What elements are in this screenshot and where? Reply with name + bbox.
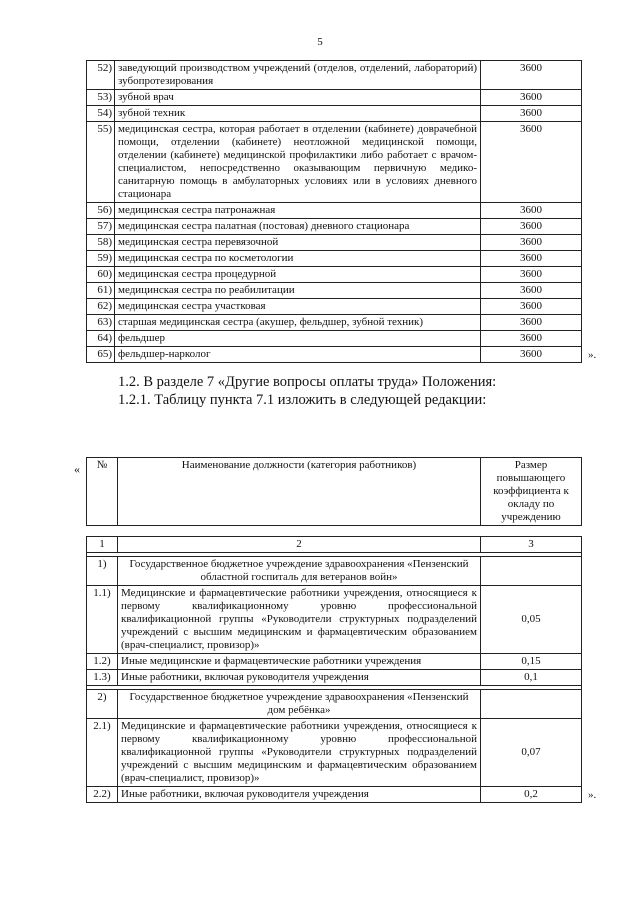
position-amount: 3600 bbox=[481, 122, 582, 203]
table-row bbox=[87, 235, 582, 251]
table-row bbox=[87, 122, 582, 203]
category-name: Медицинские и фармацевтические работники учреждения, относящиеся к первому квалификационному уровню профессиональной квалификационной группы «Руководители структурных подразделений учреждений с высшим медицинским и фармацевтическим образованием (врач-специалист, провизор)» bbox=[118, 719, 481, 787]
row-number: 60) bbox=[87, 267, 115, 283]
position-amount: 3600 bbox=[481, 235, 582, 251]
row-number: 54) bbox=[87, 106, 115, 122]
table-row bbox=[87, 203, 582, 219]
coefficient-value: 0,1 bbox=[481, 670, 582, 686]
position-name: медицинская сестра патронажная bbox=[115, 203, 481, 219]
column-number-row bbox=[87, 537, 582, 553]
col-number-3: 3 bbox=[481, 537, 582, 553]
position-name: медицинская сестра по реабилитации bbox=[115, 283, 481, 299]
row-number: 1) bbox=[87, 557, 118, 586]
position-amount: 3600 bbox=[481, 283, 582, 299]
institution-name: Государственное бюджетное учреждение здравоохранения «Пензенский областной госпиталь для ветеранов войн» bbox=[118, 557, 481, 586]
coefficient-table bbox=[86, 536, 582, 803]
row-number: 1.2) bbox=[87, 654, 118, 670]
row-number: 2.2) bbox=[87, 787, 118, 803]
table2-open-quote: « bbox=[74, 462, 80, 476]
table-row bbox=[87, 106, 582, 122]
category-name: Медицинские и фармацевтические работники учреждения, относящиеся к первому квалификационному уровню профессиональной квалификационной группы «Руководители структурных подразделений учреждений с высшим медицинским и фармацевтическим образованием (врач-специалист, провизор)» bbox=[118, 586, 481, 654]
coefficient-table-header bbox=[86, 457, 582, 526]
section-row bbox=[87, 690, 582, 719]
table-row bbox=[87, 315, 582, 331]
row-number: 56) bbox=[87, 203, 115, 219]
row-number: 61) bbox=[87, 283, 115, 299]
position-name: заведующий производством учреждений (отделов, отделений, лабораторий) зубопротезирования bbox=[115, 61, 481, 90]
row-number: 52) bbox=[87, 61, 115, 90]
category-name: Иные работники, включая руководителя учреждения bbox=[118, 787, 481, 803]
paragraph-1-2: 1.2. В разделе 7 «Другие вопросы оплаты труда» Положения: bbox=[118, 374, 497, 390]
row-number: 57) bbox=[87, 219, 115, 235]
coefficient-value: 0,05 bbox=[481, 586, 582, 654]
coefficient-value: 0,2 bbox=[481, 787, 582, 803]
position-name: медицинская сестра по косметологии bbox=[115, 251, 481, 267]
row-number: 59) bbox=[87, 251, 115, 267]
row-number: 2.1) bbox=[87, 719, 118, 787]
row-number: 1.1) bbox=[87, 586, 118, 654]
col-number-2: 2 bbox=[118, 537, 481, 553]
row-number: 62) bbox=[87, 299, 115, 315]
page-number: 5 bbox=[317, 36, 323, 48]
position-name: зубной врач bbox=[115, 90, 481, 106]
row-number: 58) bbox=[87, 235, 115, 251]
positions-table bbox=[86, 60, 582, 363]
table-row bbox=[87, 90, 582, 106]
position-amount: 3600 bbox=[481, 203, 582, 219]
table-row bbox=[87, 719, 582, 787]
header-num: № bbox=[87, 458, 118, 526]
table-row bbox=[87, 299, 582, 315]
position-amount: 3600 bbox=[481, 347, 582, 363]
position-name: медицинская сестра перевязочной bbox=[115, 235, 481, 251]
table-row bbox=[87, 331, 582, 347]
row-number: 2) bbox=[87, 690, 118, 719]
coefficient-value bbox=[481, 557, 582, 586]
row-number: 64) bbox=[87, 331, 115, 347]
position-amount: 3600 bbox=[481, 267, 582, 283]
position-amount: 3600 bbox=[481, 315, 582, 331]
row-number: 1.3) bbox=[87, 670, 118, 686]
position-name: зубной техник bbox=[115, 106, 481, 122]
position-amount: 3600 bbox=[481, 106, 582, 122]
position-name: фельдшер bbox=[115, 331, 481, 347]
table-row bbox=[87, 267, 582, 283]
table-row bbox=[87, 347, 582, 363]
table-row bbox=[87, 787, 582, 803]
row-number: 53) bbox=[87, 90, 115, 106]
header-name: Наименование должности (категория работников) bbox=[118, 458, 481, 526]
position-name: медицинская сестра палатная (постовая) дневного стационара bbox=[115, 219, 481, 235]
table-row bbox=[87, 219, 582, 235]
row-number: 55) bbox=[87, 122, 115, 203]
position-name: медицинская сестра процедурной bbox=[115, 267, 481, 283]
paragraph-1-2-1: 1.2.1. Таблицу пункта 7.1 изложить в следующей редакции: bbox=[118, 392, 487, 408]
position-amount: 3600 bbox=[481, 90, 582, 106]
position-amount: 3600 bbox=[481, 251, 582, 267]
col-number-1: 1 bbox=[87, 537, 118, 553]
position-amount: 3600 bbox=[481, 299, 582, 315]
table-row bbox=[87, 283, 582, 299]
coefficient-value bbox=[481, 690, 582, 719]
header-size: Размер повышающего коэффициента к окладу по учреждению bbox=[481, 458, 582, 526]
coefficient-value: 0,07 bbox=[481, 719, 582, 787]
table1-closing-quote: ». bbox=[588, 349, 597, 361]
table-row bbox=[87, 251, 582, 267]
category-name: Иные медицинские и фармацевтические работники учреждения bbox=[118, 654, 481, 670]
position-name: медицинская сестра участковая bbox=[115, 299, 481, 315]
category-name: Иные работники, включая руководителя учреждения bbox=[118, 670, 481, 686]
section-row bbox=[87, 557, 582, 586]
row-number: 65) bbox=[87, 347, 115, 363]
position-name: старшая медицинская сестра (акушер, фельдшер, зубной техник) bbox=[115, 315, 481, 331]
table-row bbox=[87, 654, 582, 670]
table-row bbox=[87, 586, 582, 654]
coefficient-value: 0,15 bbox=[481, 654, 582, 670]
table2-closing-quote: ». bbox=[588, 789, 597, 801]
position-amount: 3600 bbox=[481, 219, 582, 235]
position-name: медицинская сестра, которая работает в отделении (кабинете) доврачебной помощи, отделении (кабинете) неотложной медицинской помощи, отделении (кабинете) медицинской профилактики либо работает с врачом-специалистом, непосредственно оказывающим первичную медико-санитарную помощь в амбулаторных условиях или в условиях дневного стационара bbox=[115, 122, 481, 203]
row-number: 63) bbox=[87, 315, 115, 331]
institution-name: Государственное бюджетное учреждение здравоохранения «Пензенский дом ребёнка» bbox=[118, 690, 481, 719]
header-row bbox=[87, 458, 582, 526]
position-amount: 3600 bbox=[481, 61, 582, 90]
table-row bbox=[87, 61, 582, 90]
position-name: фельдшер-нарколог bbox=[115, 347, 481, 363]
position-amount: 3600 bbox=[481, 331, 582, 347]
table-row bbox=[87, 670, 582, 686]
